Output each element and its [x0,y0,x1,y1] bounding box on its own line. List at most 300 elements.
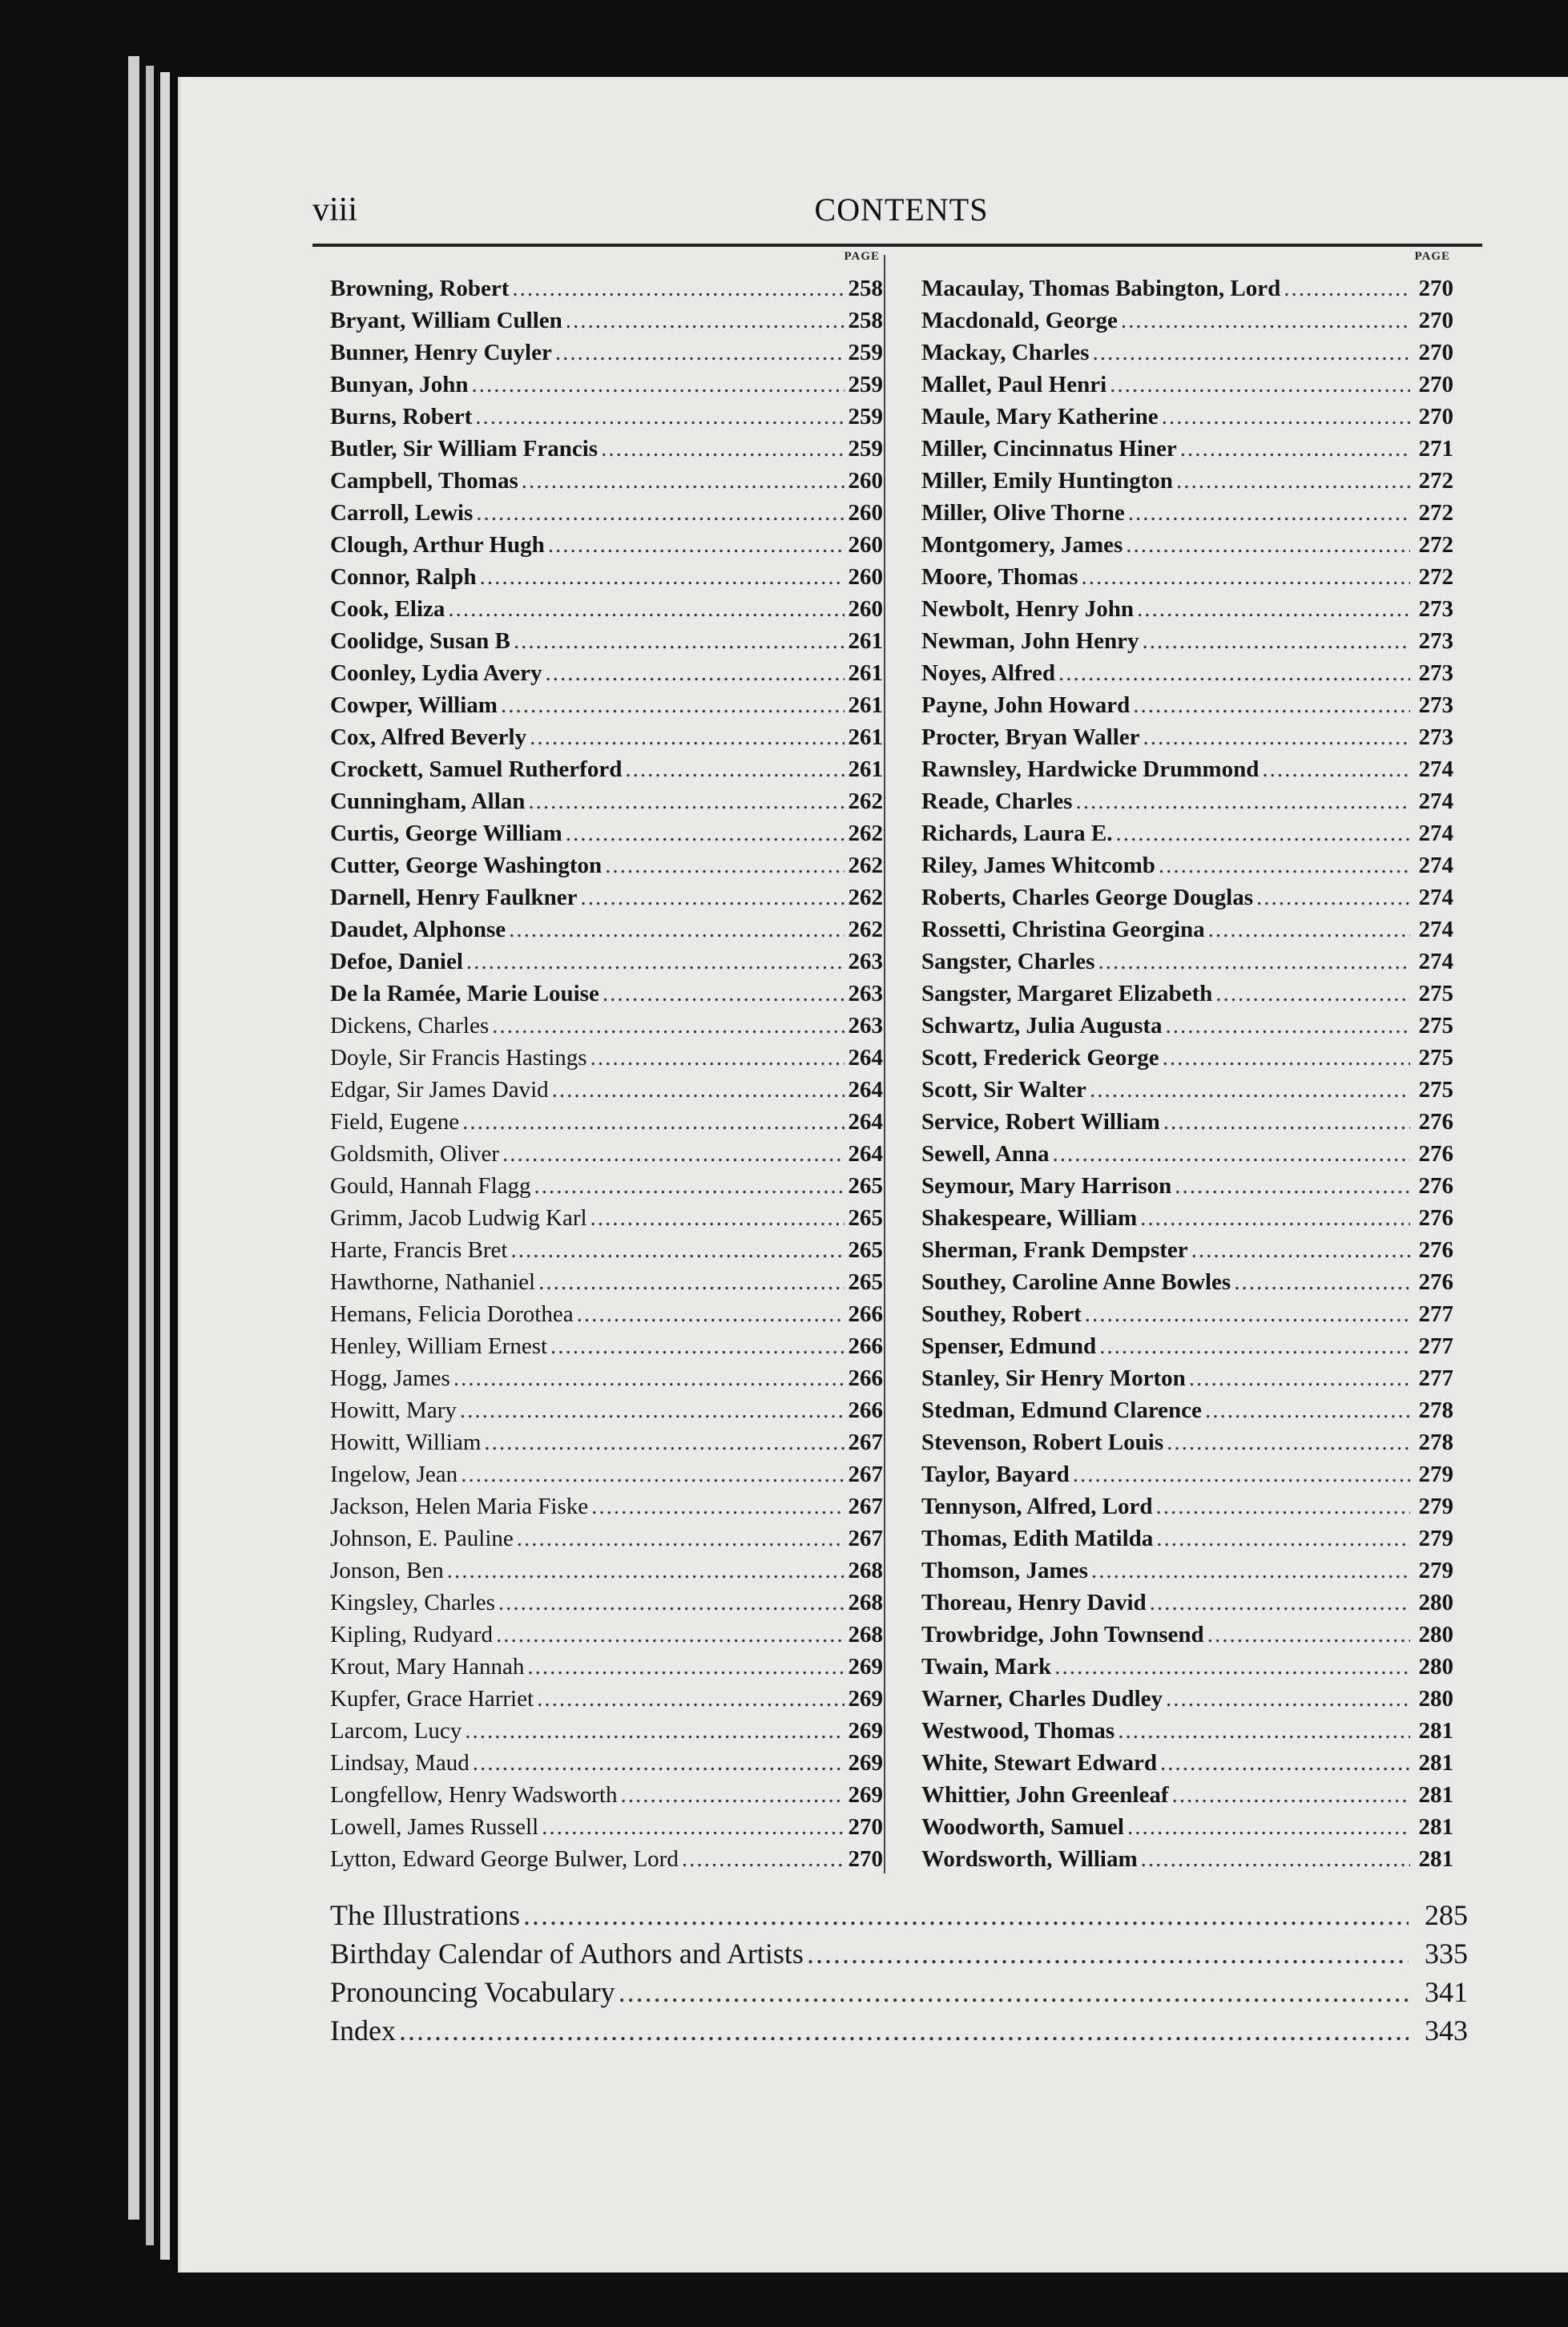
leader-dots [484,1426,844,1458]
entry-page-number: 258 [848,276,883,301]
contents-entry [330,529,883,561]
entry-page-number: 259 [848,340,883,365]
contents-entry [330,1747,883,1779]
contents-entry [330,1651,883,1683]
entry-page-number: 269 [848,1782,883,1808]
leader-dots [1159,849,1410,881]
entry-page-number: 264 [848,1045,883,1071]
contents-entry [330,465,883,497]
entry-page-number: 281 [1418,1718,1453,1744]
entry-name: Mallet, Paul Henri [921,372,1107,397]
contents-column-right [921,250,1453,1875]
entry-name: Butler, Sir William Francis [330,436,599,462]
contents-entry [330,1522,883,1555]
entry-name: Lytton, Edward George Bulwer, Lord [330,1846,679,1872]
entry-name: Howitt, Mary [330,1397,457,1423]
page-header [312,191,1490,239]
entry-name: Burns, Robert [330,404,473,430]
entry-page-number: 279 [1418,1558,1453,1583]
contents-column-left [330,250,883,1875]
entry-name: Ingelow, Jean [330,1462,458,1487]
entry-name: Noyes, Alfred [921,660,1056,686]
leader-dots [581,881,844,913]
contents-entry [330,593,883,625]
entry-page-number: 272 [1418,500,1453,526]
entry-page-number: 270 [848,1846,883,1872]
leader-dots [1053,1138,1410,1170]
leader-dots [1234,1266,1410,1298]
entry-name: Miller, Emily Huntington [921,468,1173,494]
entry-page-number: 264 [848,1109,883,1135]
leader-dots [1137,593,1410,625]
entry-name: Roberts, Charles George Douglas [921,885,1254,910]
entry-page-number: 262 [848,917,883,942]
entry-page-number: 274 [1418,821,1453,846]
entry-page-number: 262 [848,788,883,814]
contents-entry [330,1106,883,1138]
contents-entry [330,1555,883,1587]
leader-dots [1091,1555,1410,1587]
entry-name: Riley, James Whitcomb [921,853,1155,878]
leader-dots [1142,625,1410,657]
contents-entry [330,1458,883,1490]
entry-name: Sangster, Margaret Elizabeth [921,981,1213,1006]
entry-name: Taylor, Bayard [921,1462,1070,1487]
leader-dots [1262,753,1410,785]
contents-entry [921,978,1453,1010]
entry-name: Southey, Caroline Anne Bowles [921,1269,1231,1295]
leader-dots [460,1394,844,1426]
contents-entry [330,337,883,369]
contents-entry [330,1042,883,1074]
contents-entry [921,946,1453,978]
entry-name: Hemans, Felicia Dorothea [330,1301,574,1327]
entry-page-number: 270 [1418,372,1453,397]
contents-entry [921,913,1453,946]
leader-dots [1166,1683,1410,1715]
entry-name: Warner, Charles Dudley [921,1686,1163,1712]
entry-name: Lindsay, Maud [330,1750,470,1776]
leader-dots [1166,1010,1410,1042]
contents-entry [921,1747,1453,1779]
entry-page-number: 264 [848,1141,883,1167]
entry-page-number: 341 [1425,1976,1468,2008]
contents-entry [330,433,883,465]
page-column-label: PAGE [1414,250,1450,263]
leader-dots [496,1619,844,1651]
entry-name: Pronouncing Vocabulary [330,1976,615,2008]
contents-entry [921,561,1453,593]
entry-name: Montgomery, James [921,532,1123,558]
contents-entry [330,849,883,881]
contents-entry [921,529,1453,561]
leader-dots [1176,465,1410,497]
contents-entry [330,881,883,913]
entry-name: Curtis, George William [330,821,562,846]
entry-name: Spenser, Edmund [921,1333,1097,1359]
leader-dots [1208,913,1410,946]
contents-entry [921,1715,1453,1747]
leader-dots [517,1522,844,1555]
entry-name: Moore, Thomas [921,564,1078,590]
leader-dots [530,721,844,753]
entry-page-number: 265 [848,1237,883,1263]
contents-entry [330,497,883,529]
entry-name: Wordsworth, William [921,1846,1138,1872]
entry-name: Thomas, Edith Matilda [921,1526,1154,1551]
contents-entry [921,1811,1453,1843]
leader-dots [534,1170,845,1202]
contents-entry [330,1587,883,1619]
entry-name: Procter, Bryan Waller [921,724,1140,750]
header-rule [312,244,1482,247]
leader-dots [566,304,844,337]
leader-dots [591,1202,844,1234]
leader-dots [601,433,844,465]
entry-page-number: 280 [1418,1590,1453,1615]
contents-entry [330,1683,883,1715]
contents-entry [330,401,883,433]
entry-name: The Illustrations [330,1899,520,1931]
contents-entry [921,1683,1453,1715]
entry-name: Crockett, Samuel Rutherford [330,756,623,782]
entry-name: Henley, William Ernest [330,1333,548,1359]
contents-entry [330,978,883,1010]
entry-page-number: 267 [848,1430,883,1455]
contents-entry [921,625,1453,657]
contents-entry [921,1234,1453,1266]
entry-name: Trowbridge, John Townsend [921,1622,1204,1647]
entry-page-number: 260 [848,596,883,622]
entry-name: Tennyson, Alfred, Lord [921,1494,1153,1519]
entry-page-number: 262 [848,853,883,878]
leader-dots [1081,561,1410,593]
leader-dots [1141,1843,1410,1875]
entry-page-number: 259 [848,372,883,397]
leader-dots [480,561,844,593]
contents-entry [921,433,1453,465]
entry-page-number: 274 [1418,853,1453,878]
entry-name: Cutter, George Washington [330,853,603,878]
entry-name: Bunyan, John [330,372,469,397]
page-edge [128,56,139,2220]
page-edge [146,66,154,2245]
entry-page-number: 274 [1418,885,1453,910]
contents-entry [330,1202,883,1234]
leader-dots [448,593,844,625]
entry-page-number: 261 [848,692,883,718]
entry-name: Daudet, Alphonse [330,917,506,942]
entry-page-number: 273 [1418,596,1453,622]
entry-page-number: 269 [848,1718,883,1744]
leader-dots [1054,1651,1410,1683]
page-folio: viii [312,192,358,228]
entry-page-number: 263 [848,949,883,974]
contents-entry [921,1394,1453,1426]
entry-page-number: 273 [1418,628,1453,654]
entry-page-number: 271 [1418,436,1453,462]
entry-name: Doyle, Sir Francis Hastings [330,1045,587,1071]
entry-name: De la Ramée, Marie Louise [330,981,599,1006]
entry-page-number: 260 [848,500,883,526]
leader-dots [1140,1202,1410,1234]
entry-page-number: 279 [1418,1494,1453,1519]
entry-page-number: 278 [1418,1430,1453,1455]
entry-page-number: 277 [1418,1365,1453,1391]
contents-entry [330,561,883,593]
leader-dots [475,401,844,433]
entry-name: Whittier, John Greenleaf [921,1782,1169,1808]
leader-dots [1058,657,1410,689]
entry-page-number: 274 [1418,788,1453,814]
entry-page-number: 280 [1418,1686,1453,1712]
entry-page-number: 265 [848,1173,883,1199]
leader-dots [1115,817,1410,849]
entry-page-number: 264 [848,1077,883,1103]
leader-dots [466,946,844,978]
entry-page-number: 273 [1418,692,1453,718]
leader-dots [807,1934,1409,1973]
leader-dots [514,625,844,657]
leader-dots [1121,304,1410,337]
entry-page-number: 263 [848,981,883,1006]
entry-name: Cunningham, Allan [330,788,526,814]
contents-entry [921,1074,1453,1106]
leader-dots [523,1896,1409,1934]
entry-page-number: 260 [848,532,883,558]
contents-entry [330,1490,883,1522]
entry-page-number: 276 [1418,1269,1453,1295]
leader-dots [1160,1747,1410,1779]
contents-entry [330,753,883,785]
entry-page-number: 261 [848,756,883,782]
entry-page-number: 266 [848,1365,883,1391]
leader-dots [1150,1587,1410,1619]
leader-dots [472,369,845,401]
contents-entry [921,304,1453,337]
page-column-label: PAGE [844,250,880,263]
entry-page-number: 266 [848,1301,883,1327]
contents-entry [330,1426,883,1458]
entry-name: Carroll, Lewis [330,500,474,526]
entry-name: Kupfer, Grace Harriet [330,1686,534,1712]
entry-name: Sewell, Anna [921,1141,1050,1167]
entry-page-number: 265 [848,1269,883,1295]
entry-page-number: 263 [848,1013,883,1038]
entry-name: Coolidge, Susan B [330,628,510,654]
leader-dots [498,1587,844,1619]
contents-entry [921,1106,1453,1138]
back-matter-list [330,1896,1468,2050]
entry-name: Larcom, Lucy [330,1718,462,1744]
leader-dots [512,272,844,304]
entry-name: White, Stewart Edward [921,1750,1158,1776]
entry-page-number: 266 [848,1397,883,1423]
entry-name: Kipling, Rudyard [330,1622,493,1647]
entry-name: Thoreau, Henry David [921,1590,1147,1615]
entry-page-number: 270 [848,1814,883,1840]
contents-entry [921,849,1453,881]
entry-name: Scott, Frederick George [921,1045,1159,1071]
leader-dots [1075,785,1410,817]
contents-entry [330,785,883,817]
contents-entry [330,1811,883,1843]
entry-page-number: 265 [848,1205,883,1231]
contents-entry [330,1619,883,1651]
entry-page-number: 279 [1418,1462,1453,1487]
entry-name: Westwood, Thomas [921,1718,1115,1744]
entry-name: Scott, Sir Walter [921,1077,1086,1103]
leader-dots [501,689,844,721]
leader-dots [1207,1619,1410,1651]
entry-name: Richards, Laura E. [921,821,1113,846]
contents-entry [921,657,1453,689]
contents-entry [921,1362,1453,1394]
entry-name: Index [330,2014,396,2047]
entry-name: Thomson, James [921,1558,1088,1583]
entry-page-number: 266 [848,1333,883,1359]
entry-name: Stanley, Sir Henry Morton [921,1365,1186,1391]
leader-dots [542,1811,844,1843]
entry-page-number: 260 [848,468,883,494]
contents-entry [921,1843,1453,1875]
contents-entry [330,304,883,337]
entry-name: Defoe, Daniel [330,949,463,974]
entry-page-number: 262 [848,821,883,846]
entry-page-number: 281 [1418,1814,1453,1840]
contents-entry [921,1138,1453,1170]
entry-name: Harte, Francis Bret [330,1237,508,1263]
contents-entry [921,1266,1453,1298]
entry-page-number: 275 [1418,1077,1453,1103]
entry-name: Seymour, Mary Harrison [921,1173,1172,1199]
column-divider [884,255,885,1873]
leader-dots [492,1010,844,1042]
leader-dots [1073,1458,1410,1490]
contents-entry [921,1330,1453,1362]
contents-entry [330,1934,1468,1973]
entry-name: Edgar, Sir James David [330,1077,549,1103]
entry-page-number: 267 [848,1494,883,1519]
entry-name: Johnson, E. Pauline [330,1526,514,1551]
contents-entry [330,689,883,721]
entry-page-number: 276 [1418,1237,1453,1263]
entry-page-number: 335 [1425,1938,1468,1970]
contents-entry [921,1426,1453,1458]
entry-name: Miller, Cincinnatus Hiner [921,436,1177,462]
leader-dots [522,465,844,497]
entry-name: Cowper, William [330,692,498,718]
contents-entry [330,1266,883,1298]
entry-name: Rossetti, Christina Georgina [921,917,1205,942]
entry-page-number: 343 [1425,2014,1468,2047]
entry-page-number: 272 [1418,468,1453,494]
leader-dots [502,1138,844,1170]
contents-entry [330,1234,883,1266]
entry-name: Hogg, James [330,1365,450,1391]
entry-name: Grimm, Jacob Ludwig Karl [330,1205,587,1231]
leader-dots [476,497,844,529]
entry-name: Cox, Alfred Beverly [330,724,527,750]
entry-page-number: 259 [848,436,883,462]
entry-page-number: 273 [1418,660,1453,686]
leader-dots [577,1298,844,1330]
leader-dots [555,337,844,369]
contents-entry [921,881,1453,913]
contents-entry [921,1170,1453,1202]
leader-dots [1191,1234,1410,1266]
contents-entry [330,721,883,753]
entry-page-number: 280 [1418,1654,1453,1680]
contents-entry [330,1896,1468,1934]
entry-name: Twain, Mark [921,1654,1052,1680]
entry-name: Coonley, Lydia Avery [330,660,542,686]
contents-entry [921,1587,1453,1619]
entry-name: Longfellow, Henry Wadsworth [330,1782,618,1808]
leader-dots [1126,529,1410,561]
entry-name: Dickens, Charles [330,1013,490,1038]
entry-page-number: 267 [848,1526,883,1551]
entry-page-number: 276 [1418,1141,1453,1167]
leader-dots [591,1490,844,1522]
entry-page-number: 273 [1418,724,1453,750]
entry-page-number: 260 [848,564,883,590]
entry-page-number: 269 [848,1654,883,1680]
entry-name: Reade, Charles [921,788,1073,814]
leader-dots [1099,1330,1410,1362]
leader-dots [538,1266,844,1298]
leader-dots [1143,721,1411,753]
entry-name: Macaulay, Thomas Babington, Lord [921,276,1281,301]
contents-entry [330,1973,1468,2011]
contents-entry [921,1202,1453,1234]
entry-page-number: 274 [1418,756,1453,782]
contents-entry [330,369,883,401]
entry-name: Kingsley, Charles [330,1590,495,1615]
leader-dots [462,1106,844,1138]
leader-dots [1155,1490,1410,1522]
entry-page-number: 279 [1418,1526,1453,1551]
leader-dots [1156,1522,1410,1555]
leader-dots [605,849,844,881]
leader-dots [1189,1362,1410,1394]
leader-dots [1215,978,1410,1010]
entry-name: Newbolt, Henry John [921,596,1135,622]
leader-dots [461,1458,844,1490]
contents-entry [921,1010,1453,1042]
entry-page-number: 270 [1418,404,1453,430]
contents-entry [921,593,1453,625]
entry-page-number: 261 [848,628,883,654]
entry-page-number: 272 [1418,564,1453,590]
entry-name: Campbell, Thomas [330,468,518,494]
entry-page-number: 272 [1418,532,1453,558]
entry-name: Stedman, Edmund Clarence [921,1397,1202,1423]
contents-entry [921,1298,1453,1330]
leader-dots [1167,1426,1410,1458]
leader-dots [603,978,844,1010]
contents-entry [330,2011,1468,2050]
leader-dots [1092,337,1410,369]
entry-name: Macdonald, George [921,308,1118,333]
leader-dots [453,1362,844,1394]
entry-page-number: 268 [848,1622,883,1647]
leader-dots [591,1042,844,1074]
entry-page-number: 259 [848,404,883,430]
contents-entry [330,1170,883,1202]
entry-page-number: 270 [1418,340,1453,365]
leader-dots [620,1779,844,1811]
